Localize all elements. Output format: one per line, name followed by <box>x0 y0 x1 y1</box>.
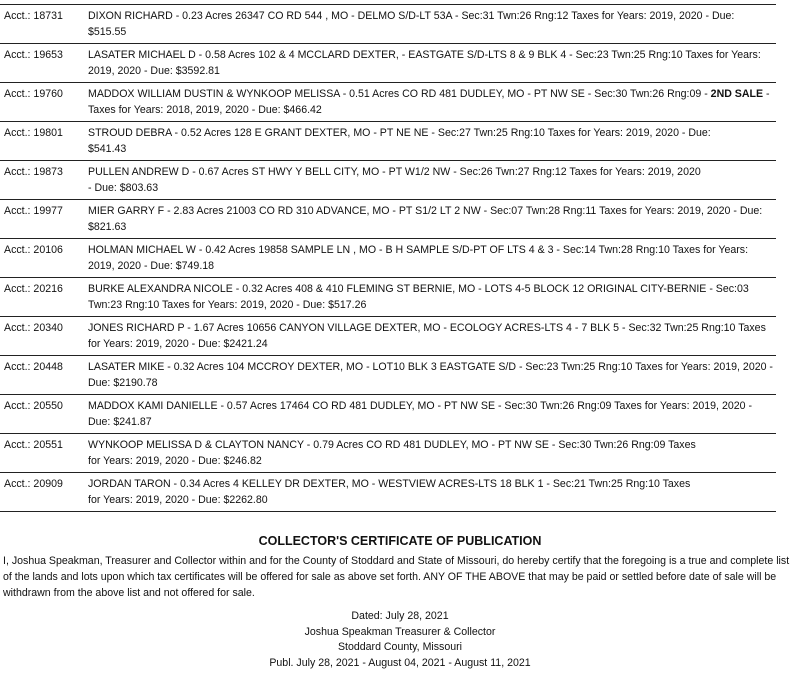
account-number: Acct.: 19977 <box>4 205 63 217</box>
property-description <box>88 242 776 274</box>
property-description <box>88 398 776 430</box>
account-number: Acct.: 18731 <box>4 10 63 22</box>
description-line-two: for Years: 2019, 2020 - Due: $246.82 <box>88 455 262 467</box>
listing-row <box>0 200 776 239</box>
account-number: Acct.: 19873 <box>4 166 63 178</box>
certificate-signature-block <box>0 609 800 671</box>
listing-row <box>0 473 776 512</box>
description-text: MADDOX KAMI DANIELLE - 0.57 Acres 17464 CO RD 481 DUDLEY, MO - PT NW SE - Sec:30 Twn:26 Rng:09 Taxes for Years: 2019, 2020 - Due: $241.87 <box>88 400 752 428</box>
certificate-county: Stoddard County, Missouri <box>337 641 463 653</box>
description-text: WYNKOOP MELISSA D & CLAYTON NANCY - 0.79 Acres CO RD 481 DUDLEY, MO - PT NW SE - Sec:30 Twn:26 Rng:09 Taxes <box>88 439 696 451</box>
collector-certificate <box>0 532 800 671</box>
description-text: PULLEN ANDREW D - 0.67 Acres ST HWY Y BELL CITY, MO - PT W1/2 NW - Sec:26 Twn:27 Rng:12 Taxes for Years: 2019, 2020 <box>88 166 701 178</box>
account-number: Acct.: 20551 <box>4 439 63 451</box>
listing-row <box>0 278 776 317</box>
second-sale-label: 2ND SALE <box>710 88 764 100</box>
account-number: Acct.: 20216 <box>4 283 63 295</box>
property-description <box>88 8 776 40</box>
description-text-after: - Taxes for Years: 2018, 2019, 2020 - Due: $466.42 <box>88 88 770 116</box>
certificate-title: COLLECTOR'S CERTIFICATE OF PUBLICATION <box>258 534 542 548</box>
account-number: Acct.: 19653 <box>4 49 63 61</box>
property-description <box>88 359 776 391</box>
account-number: Acct.: 20340 <box>4 322 63 334</box>
description-text: LASATER MIKE - 0.32 Acres 104 MCCROY DEXTER, MO - LOT10 BLK 3 EASTGATE S/D - Sec:23 Twn:25 Rng:10 Taxes for Years: 2019, 2020 - <box>88 361 773 373</box>
listing-row <box>0 239 776 278</box>
description-line-two: Due: $2190.78 <box>88 377 158 389</box>
description-text: HOLMAN MICHAEL W - 0.42 Acres 19858 SAMPLE LN , MO - B H SAMPLE S/D-PT OF LTS 4 & 3 - Sec:14 Twn:28 Rng:10 Taxes for Years: 2019, 2020 - Due: $749.18 <box>88 244 749 272</box>
listing-row <box>0 4 776 44</box>
description-text: LASATER MICHAEL D - 0.58 Acres 102 & 4 MCCLARD DEXTER, - EASTGATE S/D-LTS 8 & 9 BLK 4 - Sec:23 Twn:25 Rng:10 Taxes for Years: 2019, 2020 - Due: $3592.81 <box>88 49 761 77</box>
description-line-two: $821.63 <box>88 221 127 233</box>
certificate-signer: Joshua Speakman Treasurer & Collector <box>304 625 496 638</box>
property-description <box>88 125 776 157</box>
listing-row <box>0 356 776 395</box>
account-number: Acct.: 20550 <box>4 400 63 412</box>
listing-row <box>0 83 776 122</box>
property-description <box>88 281 776 313</box>
listing-row <box>0 44 776 83</box>
listing-row <box>0 434 776 473</box>
description-line-two: - Due: $803.63 <box>88 182 159 194</box>
description-line-two: for Years: 2019, 2020 - Due: $2262.80 <box>88 494 268 506</box>
description-text: BURKE ALEXANDRA NICOLE - 0.32 Acres 408 & 410 FLEMING ST BERNIE, MO - LOTS 4-5 BLOCK 12 ORIGINAL CITY-BERNIE - Sec:03 Twn:23 Rng:10 Taxes for Years: 2019, 2020 - Due: $517.26 <box>88 283 749 311</box>
property-description <box>88 47 776 79</box>
certificate-publication-dates: Publ. July 28, 2021 - August 04, 2021 - August 11, 2021 <box>269 656 531 669</box>
description-text: JORDAN TARON - 0.34 Acres 4 KELLEY DR DEXTER, MO - WESTVIEW ACRES-LTS 18 BLK 1 - Sec:21 Twn:25 Rng:10 Taxes <box>88 478 691 490</box>
property-description <box>88 203 776 235</box>
certificate-body: I, Joshua Speakman, Treasurer and Collector within and for the County of Stoddard and State of Missouri, do hereby certify that the foregoing is a true and complete list of the lands and lots upon which tax certificates will be offered for sale as above set forth. ANY OF THE ABOVE that may be paid or settled before date of sale will be withdrawn from the above list and not offered for sale. <box>3 555 790 599</box>
description-text: DIXON RICHARD - 0.23 Acres 26347 CO RD 544 , MO - DELMO S/D-LT 53A - Sec:31 Twn:26 Rng:12 Taxes for Years: 2019, 2020 - Due: $515.55 <box>88 10 735 38</box>
description-text: MADDOX WILLIAM DUSTIN & WYNKOOP MELISSA - 0.51 Acres CO RD 481 DUDLEY, MO - PT NW SE - Sec:30 Twn:26 Rng:09 - <box>88 88 711 100</box>
listing-row <box>0 317 776 356</box>
description-text: STROUD DEBRA - 0.52 Acres 128 E GRANT DEXTER, MO - PT NE NE - Sec:27 Twn:25 Rng:10 Taxes for Years: 2019, 2020 - Due: <box>88 127 711 139</box>
tax-sale-listing <box>0 4 776 512</box>
certificate-dated: Dated: July 28, 2021 <box>351 610 449 622</box>
listing-row <box>0 122 776 161</box>
property-description <box>88 476 776 508</box>
property-description <box>88 320 776 352</box>
account-number: Acct.: 20106 <box>4 244 63 256</box>
account-number: Acct.: 19760 <box>4 88 63 100</box>
description-text: MIER GARRY F - 2.83 Acres 21003 CO RD 310 ADVANCE, MO - PT S1/2 LT 2 NW - Sec:07 Twn:28 Rng:11 Taxes for Years: 2019, 2020 - Due: <box>88 205 763 217</box>
listing-row <box>0 395 776 434</box>
description-line-two: $541.43 <box>88 143 127 155</box>
property-description <box>88 86 776 118</box>
account-number: Acct.: 20448 <box>4 361 63 373</box>
property-description <box>88 164 776 196</box>
property-description <box>88 437 776 469</box>
listing-row <box>0 161 776 200</box>
account-number: Acct.: 20909 <box>4 478 63 490</box>
description-text: JONES RICHARD P - 1.67 Acres 10656 CANYON VILLAGE DEXTER, MO - ECOLOGY ACRES-LTS 4 - 7 BLK 5 - Sec:32 Twn:25 Rng:10 Taxes for Years: 2019, 2020 - Due: $2421.24 <box>88 322 766 350</box>
account-number: Acct.: 19801 <box>4 127 63 139</box>
